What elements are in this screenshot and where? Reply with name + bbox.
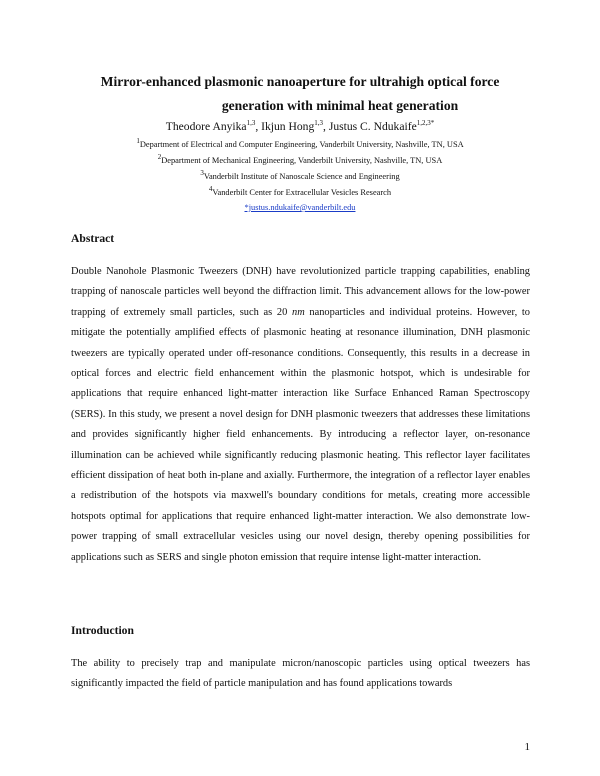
author-affiliation-sup: 1,3	[314, 119, 324, 128]
author-name: Ikjun Hong	[261, 120, 315, 133]
abstract-body	[71, 262, 530, 568]
introduction-body: The ability to precisely trap and manipulate micron/nanoscopic particles using optical tweezers has significantly impacted the field of particle manipulation and has found applications towards	[71, 658, 530, 690]
affiliation-sup: 1	[136, 137, 140, 146]
affiliation-sup: 2	[157, 153, 162, 162]
author-affiliation-sup: 1,2,3*	[416, 119, 435, 128]
affiliation	[0, 187, 600, 199]
author-affiliation-sup: 1,3	[246, 119, 256, 128]
affiliation	[0, 171, 600, 183]
affiliation	[0, 155, 600, 167]
affiliation-sup: 3	[200, 169, 204, 178]
affiliation-text: Department of Mechanical Engineering, Vanderbilt University, Nashville, TN, USA	[161, 156, 443, 165]
affiliation-text: Department of Electrical and Computer Engineering, Vanderbilt University, Nashville, TN, USA	[139, 140, 464, 149]
abstract-heading: Abstract	[71, 232, 115, 245]
author-name: Justus C. Ndukaife	[328, 120, 417, 133]
page-number: 1	[524, 741, 530, 753]
affiliation	[0, 139, 600, 151]
abstract-text-part-2: nanoparticles and individual proteins. However, to mitigate the potentially amplified effects of plasmonic heating at resonance illumination, DNH plasmonic tweezers are typically operated under off-resonance conditions. Consequently, this results in a decrease in optical forces and electric field enhancement within the plasmonic hotspot, which is undesirable for applications that require enhanced light-matter interaction like Surface Enhanced Raman Spectroscopy (SERS). In this study, we present a novel design for DNH plasmonic tweezers that addresses these limitations and provides significantly higher field enhancements. By introducing a reflector layer, on-resonance illumination can be achieved while significantly reducing plasmonic heating. This reflector layer facilitates efficient dissipation of heat both in-plane and axially. Furthermore, the integration of a reflector layer enables a redistribution of the hotspots via maxwell's boundary conditions for metals, creating more accessible hotspots optimal for applications that require enhanced light-matter interaction. We also demonstrate low-power trapping of small extracellular vesicles using our novel design, thereby opening possibilities for applications such as SERS and single photon emission that require intense light-matter interaction.	[71, 306, 530, 563]
affiliation-sup: 4	[208, 185, 213, 194]
email-link[interactable]: *justus.ndukaife@vanderbilt.edu	[244, 203, 356, 212]
unit-symbol: nm	[292, 306, 305, 318]
author-list: Theodore Anyika$^{1,3}$, Ikjun Hong$^{1,3}$, Justus C. Ndukaife$^{1,2,3*}$	[165, 119, 435, 133]
paper-title-line-1: Mirror-enhanced plasmonic nanoaperture for ultrahigh optical force	[100, 74, 500, 89]
author-name: Theodore Anyika	[165, 120, 247, 133]
corresponding-email	[0, 202, 600, 214]
abstract-text-part-1: Double Nanohole Plasmonic Tweezers (DNH) have revolutionized particle trapping capabilities, enabling trapping of nanoscale particles well beyond the diffraction limit. This advancement allows for the low-power trapping of extremely small particles, such as 20	[71, 266, 530, 318]
paper-title-line-2: generation with minimal heat generation	[221, 98, 459, 113]
introduction-heading: Introduction	[71, 624, 134, 637]
affiliation-text: Vanderbilt Institute of Nanoscale Science and Engineering	[203, 172, 400, 181]
affiliation-text: Vanderbilt Center for Extracellular Vesicles Research	[212, 188, 392, 197]
